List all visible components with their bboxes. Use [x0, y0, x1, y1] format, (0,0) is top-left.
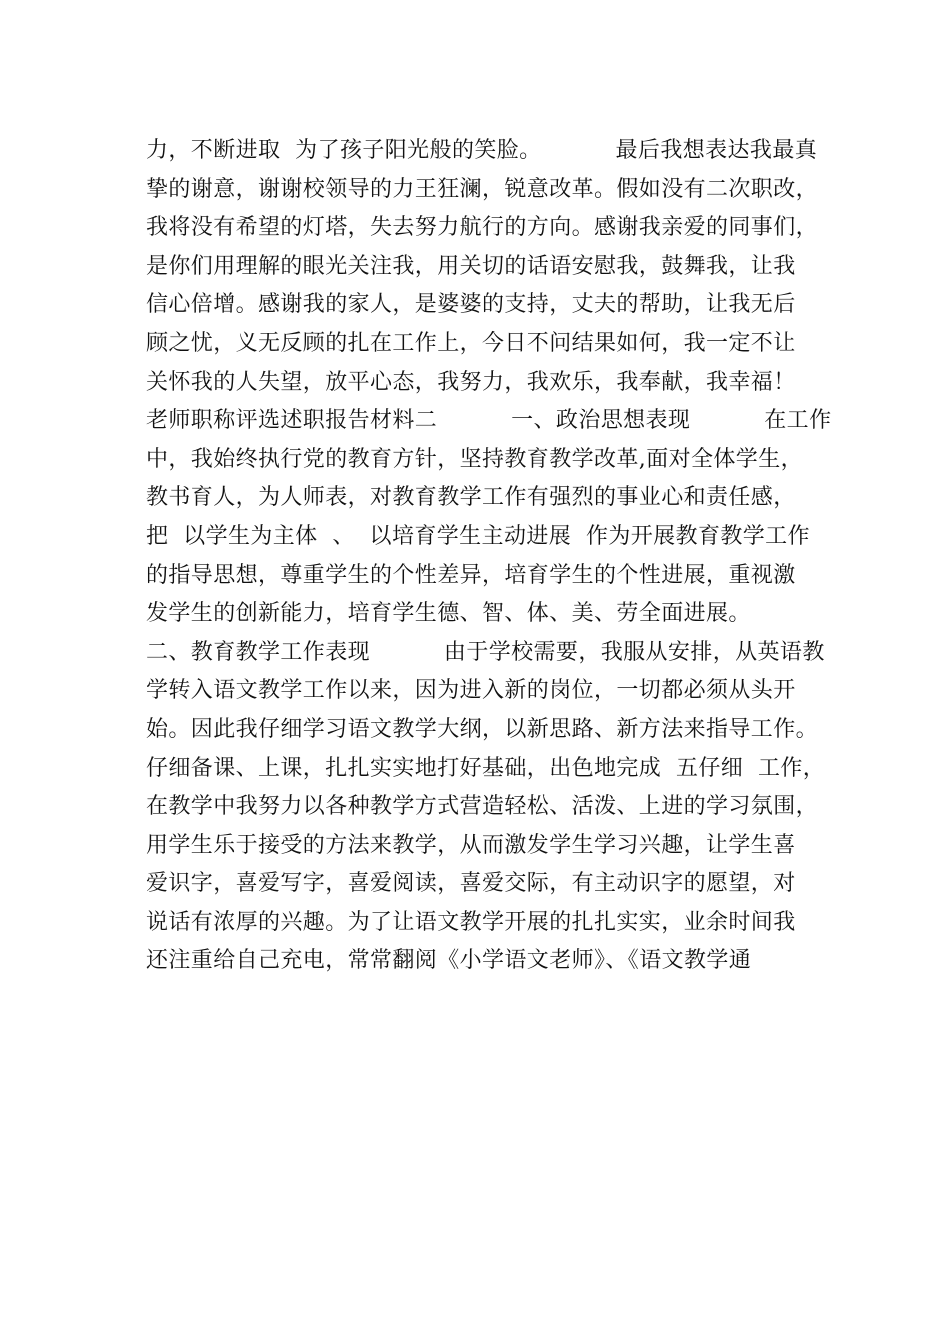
text-line: 在教学中我努力以各种教学方式营造轻松、活泼、上进的学习氛围，: [146, 794, 819, 820]
text-line: 老师职称评选述职报告材料二 一、政治思想表现 在工作: [146, 408, 832, 434]
text-line: 学转入语文教学工作以来，因为进入新的岗位，一切都必须从头开: [146, 678, 796, 704]
text-line: 中，我始终执行党的教育方针，坚持教育教学改革,面对全体学生，: [146, 446, 803, 472]
text-line: 始。因此我仔细学习语文教学大纲，以新思路、新方法来指导工作。: [146, 716, 819, 742]
text-line: 顾之忧，义无反顾的扎在工作上，今日不问结果如何，我一定不让: [146, 330, 796, 356]
text-line: 挚的谢意，谢谢校领导的力王狂澜，锐意改革。假如没有二次职改，: [146, 176, 819, 202]
text-line: 还注重给自己充电，常常翻阅《小学语文老师》、《语文教学通: [146, 948, 752, 974]
text-line: 关怀我的人失望，放平心态，我努力，我欢乐，我奉献，我幸福！: [146, 369, 796, 395]
text-line: 仔细备课、上课，扎扎实实地打好基础，出色地完成 五仔细 工作，: [146, 755, 826, 781]
text-line: 爱识字，喜爱写字，喜爱阅读，喜爱交际，有主动识字的愿望，对: [146, 871, 796, 897]
text-line: 发学生的创新能力，培育学生德、智、体、美、劳全面进展。: [146, 601, 751, 627]
text-line: 的指导思想，尊重学生的个性差异，培育学生的个性进展，重视激: [146, 562, 796, 588]
text-line: 教书育人，为人师表，对教育教学工作有强烈的事业心和责任感，: [146, 485, 796, 511]
text-line: 我将没有希望的灯塔，失去努力航行的方向。感谢我亲爱的同事们，: [146, 215, 819, 241]
text-line: 说话有浓厚的兴趣。为了让语文教学开展的扎扎实实，业余时间我: [146, 909, 796, 935]
text-line: 把 以学生为主体 、 以培育学生主动进展 作为开展教育教学工作: [146, 523, 810, 549]
text-line: 用学生乐于接受的方法来教学，从而激发学生学习兴趣，让学生喜: [146, 832, 796, 858]
text-line: 是你们用理解的眼光关注我，用关切的话语安慰我，鼓舞我，让我: [146, 253, 796, 279]
text-line: 二、教育教学工作表现 由于学校需要，我服从安排，从英语教: [146, 639, 825, 665]
body-text: [146, 132, 832, 981]
text-line: 信心倍增。感谢我的家人，是婆婆的支持，丈夫的帮助，让我无后: [146, 292, 796, 318]
text-line: 力，不断进取 为了孩子阳光般的笑脸。 最后我想表达我最真: [146, 138, 818, 163]
